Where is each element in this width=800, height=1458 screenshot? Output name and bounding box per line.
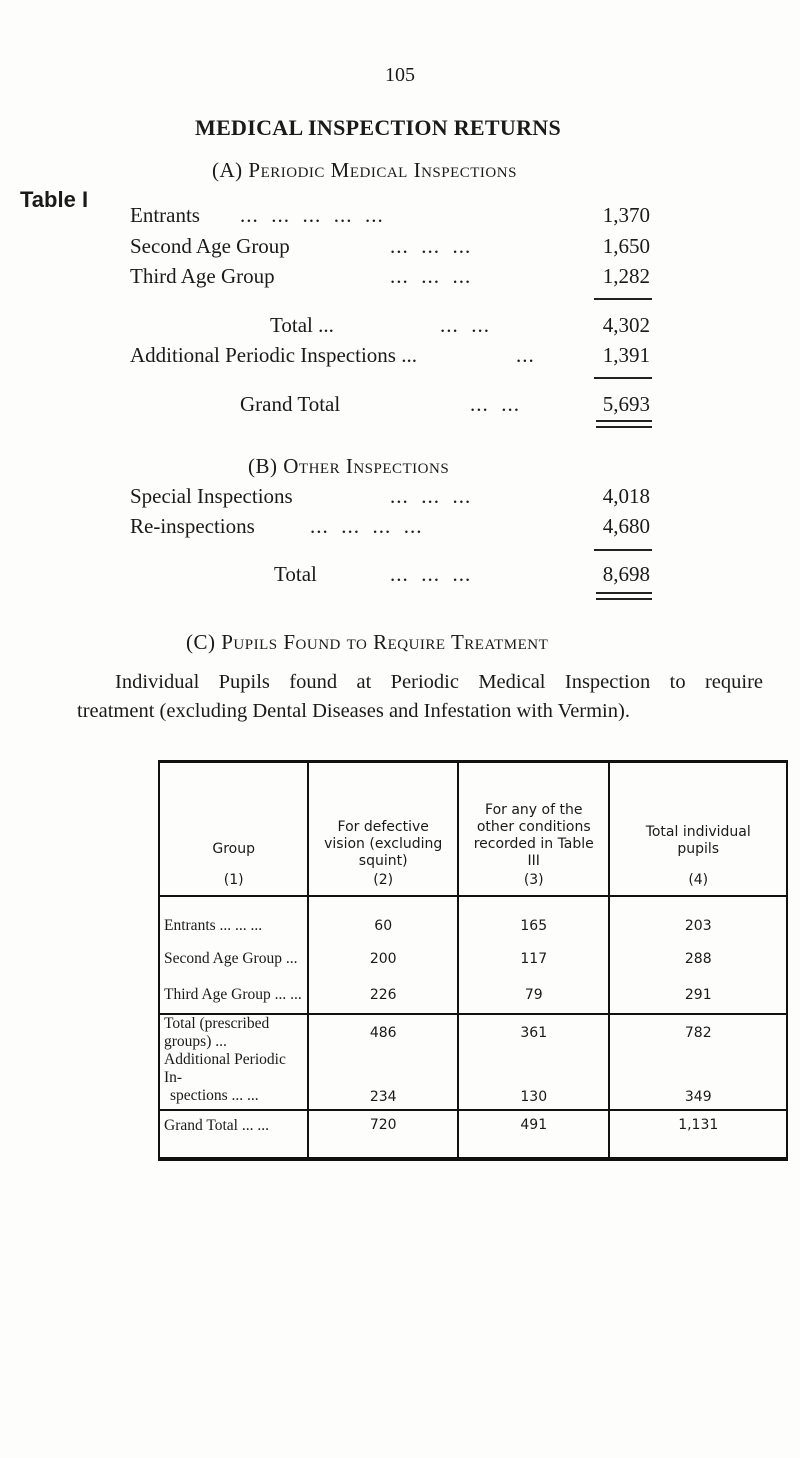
- cell-value: 361: [458, 1014, 609, 1051]
- table-row: [159, 977, 787, 1014]
- row-value: 1,650: [602, 234, 650, 258]
- cell-value: 117: [458, 941, 609, 977]
- double-rule: [596, 420, 652, 428]
- row-label: Second Age Group: [130, 234, 290, 258]
- header-total-pupils: [609, 762, 787, 897]
- section-a-row-second-age: [130, 234, 650, 264]
- cell-value: 291: [609, 977, 787, 1014]
- cell-group: Grand Total ... ...: [159, 1110, 308, 1159]
- cell-value: 720: [308, 1110, 458, 1159]
- row-value: 8,698: [602, 562, 650, 586]
- page-title: MEDICAL INSPECTION RETURNS: [195, 115, 561, 140]
- cell-group: Second Age Group ...: [159, 941, 308, 977]
- row-value: 5,693: [602, 392, 650, 416]
- row-value: 1,391: [602, 343, 650, 367]
- cell-group-line: Additional Periodic In-: [164, 1051, 286, 1086]
- section-a-row-entrants: [130, 203, 650, 233]
- sum-rule: [594, 549, 652, 551]
- section-b-heading: (B) Other Inspections: [248, 454, 450, 478]
- row-label: Special Inspections: [130, 484, 293, 508]
- cell-value: 200: [308, 941, 458, 977]
- row-value: 4,302: [602, 313, 650, 337]
- section-a-total: [130, 313, 650, 343]
- cell-value: 491: [458, 1110, 609, 1159]
- section-a-additional: [130, 343, 650, 373]
- cell-value: 288: [609, 941, 787, 977]
- row-leader-dots: ... ...: [470, 392, 520, 416]
- double-rule: [596, 592, 652, 600]
- cell-value: 130: [458, 1051, 609, 1110]
- section-b-total: [130, 562, 650, 592]
- row-leader-dots: ...: [516, 343, 535, 367]
- row-value: 4,018: [602, 484, 650, 508]
- header-group: [159, 762, 308, 897]
- header-defective-vision: [308, 762, 458, 897]
- cell-value: 60: [308, 896, 458, 941]
- header-column-number: (3): [523, 872, 544, 888]
- cell-value: 349: [609, 1051, 787, 1110]
- paragraph-line: Individual Pupils found at Periodic Medical Inspection to require: [115, 671, 763, 693]
- cell-value: 1,131: [609, 1110, 787, 1159]
- table-header-row: [159, 762, 787, 897]
- row-leader-dots: ... ... ... ...: [310, 514, 423, 538]
- cell-value: 782: [609, 1014, 787, 1051]
- table-row: [159, 896, 787, 941]
- row-leader-dots: ... ... ...: [390, 562, 472, 586]
- header-text: For any of the other conditions recorded in Table III: [473, 802, 594, 869]
- table-row: [159, 941, 787, 977]
- header-text: Group: [212, 841, 255, 857]
- cell-group: [159, 1051, 308, 1110]
- cell-group: Total (prescribed groups) ...: [159, 1014, 308, 1051]
- cell-group: Third Age Group ... ...: [159, 977, 308, 1014]
- section-a-row-third-age: [130, 264, 650, 294]
- table-label: Table I: [20, 187, 89, 212]
- row-value: 1,282: [602, 264, 650, 288]
- table-row: [159, 1110, 787, 1159]
- section-b-row-reinspections: [130, 514, 650, 544]
- header-other-conditions: [458, 762, 609, 897]
- section-c-heading: (C) Pupils Found to Require Treatment: [186, 630, 549, 654]
- row-leader-dots: ... ... ...: [390, 234, 472, 258]
- header-text: For defective vision (excluding squint): [324, 819, 443, 869]
- cell-value: 234: [308, 1051, 458, 1110]
- table-row: [159, 1014, 787, 1051]
- cell-value: 226: [308, 977, 458, 1014]
- row-leader-dots: ... ...: [440, 313, 490, 337]
- table-row: [159, 1051, 787, 1110]
- pupils-treatment-table: [158, 760, 788, 1161]
- section-a-grand-total: [130, 392, 650, 422]
- cell-value: 203: [609, 896, 787, 941]
- section-c-paragraph: [77, 668, 763, 726]
- row-leader-dots: ... ... ... ... ...: [240, 203, 384, 227]
- sum-rule: [594, 298, 652, 300]
- section-a-heading: (A) Periodic Medical Inspections: [212, 158, 517, 182]
- header-text: Total individual pupils: [645, 824, 751, 857]
- cell-value: 165: [458, 896, 609, 941]
- page-number: 105: [385, 64, 415, 86]
- cell-value: 79: [458, 977, 609, 1014]
- cell-group: Entrants ... ... ...: [159, 896, 308, 941]
- header-column-number: (1): [223, 872, 244, 888]
- row-label: Total ...: [270, 313, 334, 337]
- row-label: Third Age Group: [130, 264, 275, 288]
- row-label: Additional Periodic Inspections ...: [130, 343, 417, 367]
- sum-rule: [594, 377, 652, 379]
- row-label: Re-inspections: [130, 514, 255, 538]
- row-label: Entrants: [130, 203, 200, 227]
- row-label: Grand Total: [240, 392, 341, 416]
- cell-value: 486: [308, 1014, 458, 1051]
- section-b-row-special: [130, 484, 650, 514]
- row-value: 1,370: [602, 203, 650, 227]
- row-label: Total: [274, 562, 317, 586]
- header-column-number: (4): [688, 872, 709, 888]
- header-column-number: (2): [373, 872, 394, 888]
- row-value: 4,680: [602, 514, 650, 538]
- row-leader-dots: ... ... ...: [390, 264, 472, 288]
- cell-group-line: spections ... ...: [170, 1087, 259, 1104]
- paragraph-line: treatment (excluding Dental Diseases and Infestation with Vermin).: [77, 700, 630, 722]
- row-leader-dots: ... ... ...: [390, 484, 472, 508]
